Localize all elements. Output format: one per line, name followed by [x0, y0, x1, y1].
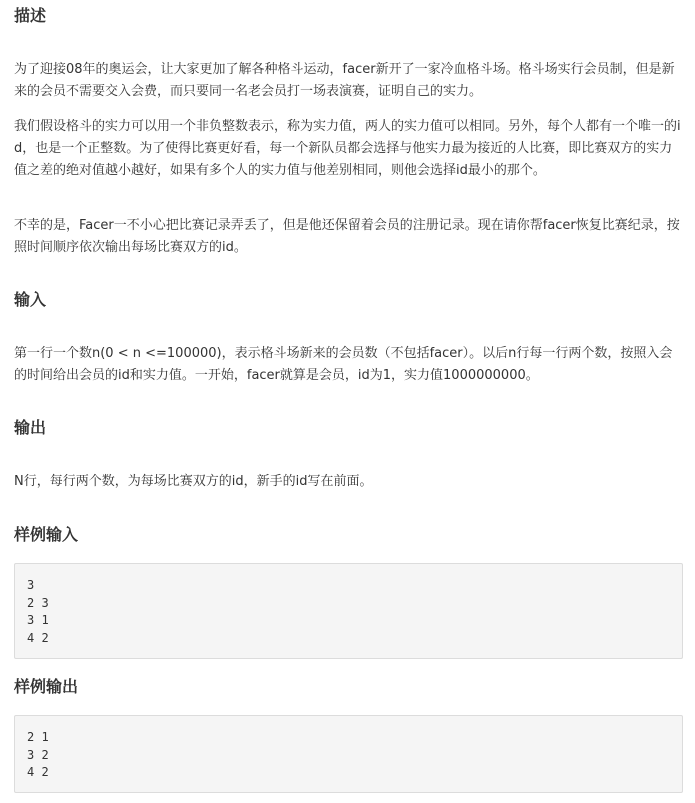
sample-output-line: 3 2	[27, 747, 49, 762]
input-paragraph: 第一行一个数n(0 < n <=100000)，表示格斗场新来的会员数（不包括facer）。以后n行每一行两个数，按照入会的时间给出会员的id和实力值。一开始，facer就算是会员，id为1，实力值1000000000。	[14, 346, 673, 383]
sample-output-line: 2 1	[27, 730, 49, 744]
sample-output-line: 4 2	[27, 765, 49, 780]
sample-input-line: 2 3	[27, 595, 49, 610]
sample-input-line: 3	[27, 578, 35, 592]
sample-input-line: 4 2	[27, 630, 49, 645]
output-heading: 输出	[14, 418, 47, 437]
output-paragraph: N行，每行两个数，为每场比赛双方的id，新手的id写在前面。	[14, 474, 373, 489]
sample-output-block[interactable]	[14, 715, 683, 793]
sample-input-block[interactable]	[14, 563, 683, 659]
description-heading: 描述	[14, 6, 47, 25]
sample-output-heading: 样例输出	[14, 677, 79, 696]
sample-input-heading: 样例输入	[14, 525, 79, 544]
description-paragraph-2: 我们假设格斗的实力可以用一个非负整数表示，称为实力值，两人的实力值可以相同。另外，每个人都有一个唯一的id，也是一个正整数。为了使得比赛更好看，每一个新队员都会选择与他实力最为接近的人比赛，即比赛双方的实力值之差的绝对值越小越好，如果有多个人的实力值与他差别相同，则他会选择id最小的那个。	[14, 119, 681, 178]
input-heading: 输入	[14, 290, 47, 309]
sample-input-line: 3 1	[27, 613, 49, 628]
description-paragraph-1: 为了迎接08年的奥运会，让大家更加了解各种格斗运动，facer新开了一家冷血格斗场。格斗场实行会员制，但是新来的会员不需要交入会费，而只要同一名老会员打一场表演赛，证明自己的实力。	[14, 62, 675, 99]
description-paragraph-3: 不幸的是，Facer一不小心把比赛记录弄丢了，但是他还保留着会员的注册记录。现在请你帮facer恢复比赛纪录，按照时间顺序依次输出每场比赛双方的id。	[14, 218, 680, 255]
